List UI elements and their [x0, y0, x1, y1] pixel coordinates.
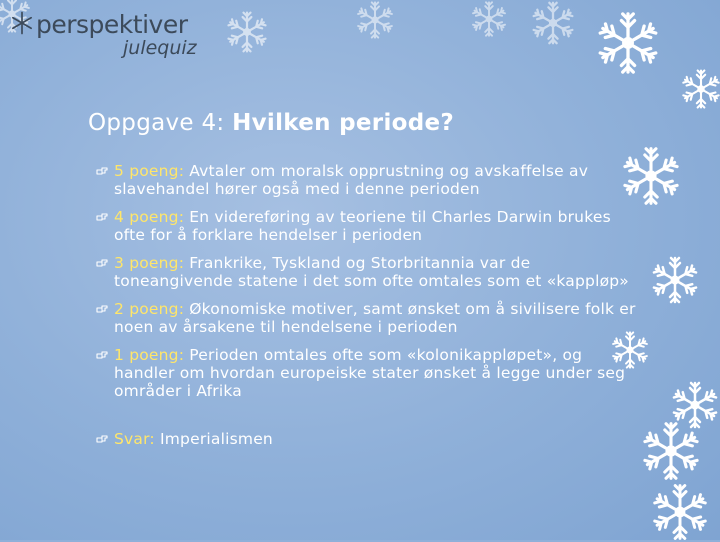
clue-text	[114, 162, 636, 198]
clue-body: En videreføring av teoriene til Charles Darwin brukes ofte for å forklare hendelser i perioden	[114, 208, 611, 244]
logo-sub-text: julequiz	[123, 37, 197, 59]
brand-logo	[10, 8, 210, 60]
clue-item-2	[96, 300, 636, 336]
snowflake-icon	[650, 482, 710, 542]
pointing-hand-icon	[96, 349, 108, 361]
snowflake-icon	[10, 11, 34, 35]
title-prefix: Oppgave 4:	[88, 110, 225, 136]
clue-body: Avtaler om moralsk opprustning og avskaffelse av slavehandel hører også med i denne perioden	[114, 162, 589, 198]
answer-item	[96, 430, 636, 448]
pointing-hand-icon	[96, 165, 108, 177]
clue-points: 1 poeng:	[114, 346, 185, 364]
pointing-hand-icon	[96, 303, 108, 315]
snowflake-icon	[640, 420, 702, 482]
clue-points: 4 poeng:	[114, 208, 185, 226]
clue-body: Frankrike, Tyskland og Storbritannia var de toneangivende statene i det som ofte omtales som et «kappløp»	[114, 254, 629, 290]
clue-text	[114, 208, 636, 244]
snowflake-icon	[470, 0, 508, 38]
clue-text	[114, 346, 636, 400]
snowflake-icon	[650, 255, 700, 305]
clue-body: Perioden omtales ofte som «kolonikappløpet», og handler om hvordan europeiske stater ønsket å legge under seg områder i Afrika	[114, 346, 626, 400]
snowflake-icon	[530, 0, 576, 46]
clue-item-4	[96, 208, 636, 244]
clue-text	[114, 254, 636, 290]
title-main: Hvilken periode?	[232, 110, 455, 136]
clue-text	[114, 300, 636, 336]
snowflake-icon	[225, 10, 269, 54]
snowflake-icon	[355, 0, 395, 40]
snowflake-icon	[595, 10, 661, 76]
pointing-hand-icon	[96, 433, 108, 445]
pointing-hand-icon	[96, 211, 108, 223]
clue-body: Økonomiske motiver, samt ønsket om å sivilisere folk er noen av årsakene til hendelsene i perioden	[114, 300, 636, 336]
clue-list	[96, 162, 636, 458]
clue-item-3	[96, 254, 636, 290]
clue-item-1	[96, 346, 636, 400]
slide-title	[88, 110, 454, 136]
answer-label: Svar:	[114, 430, 155, 448]
snowflake-icon	[680, 68, 720, 110]
pointing-hand-icon	[96, 257, 108, 269]
clue-points: 3 poeng:	[114, 254, 185, 272]
answer-value: Imperialismen	[159, 430, 273, 448]
clue-points: 2 poeng:	[114, 300, 185, 318]
clue-item-5	[96, 162, 636, 198]
logo-brand-text: perspektiver	[36, 10, 188, 39]
answer-text	[114, 430, 636, 448]
clue-points: 5 poeng:	[114, 162, 185, 180]
